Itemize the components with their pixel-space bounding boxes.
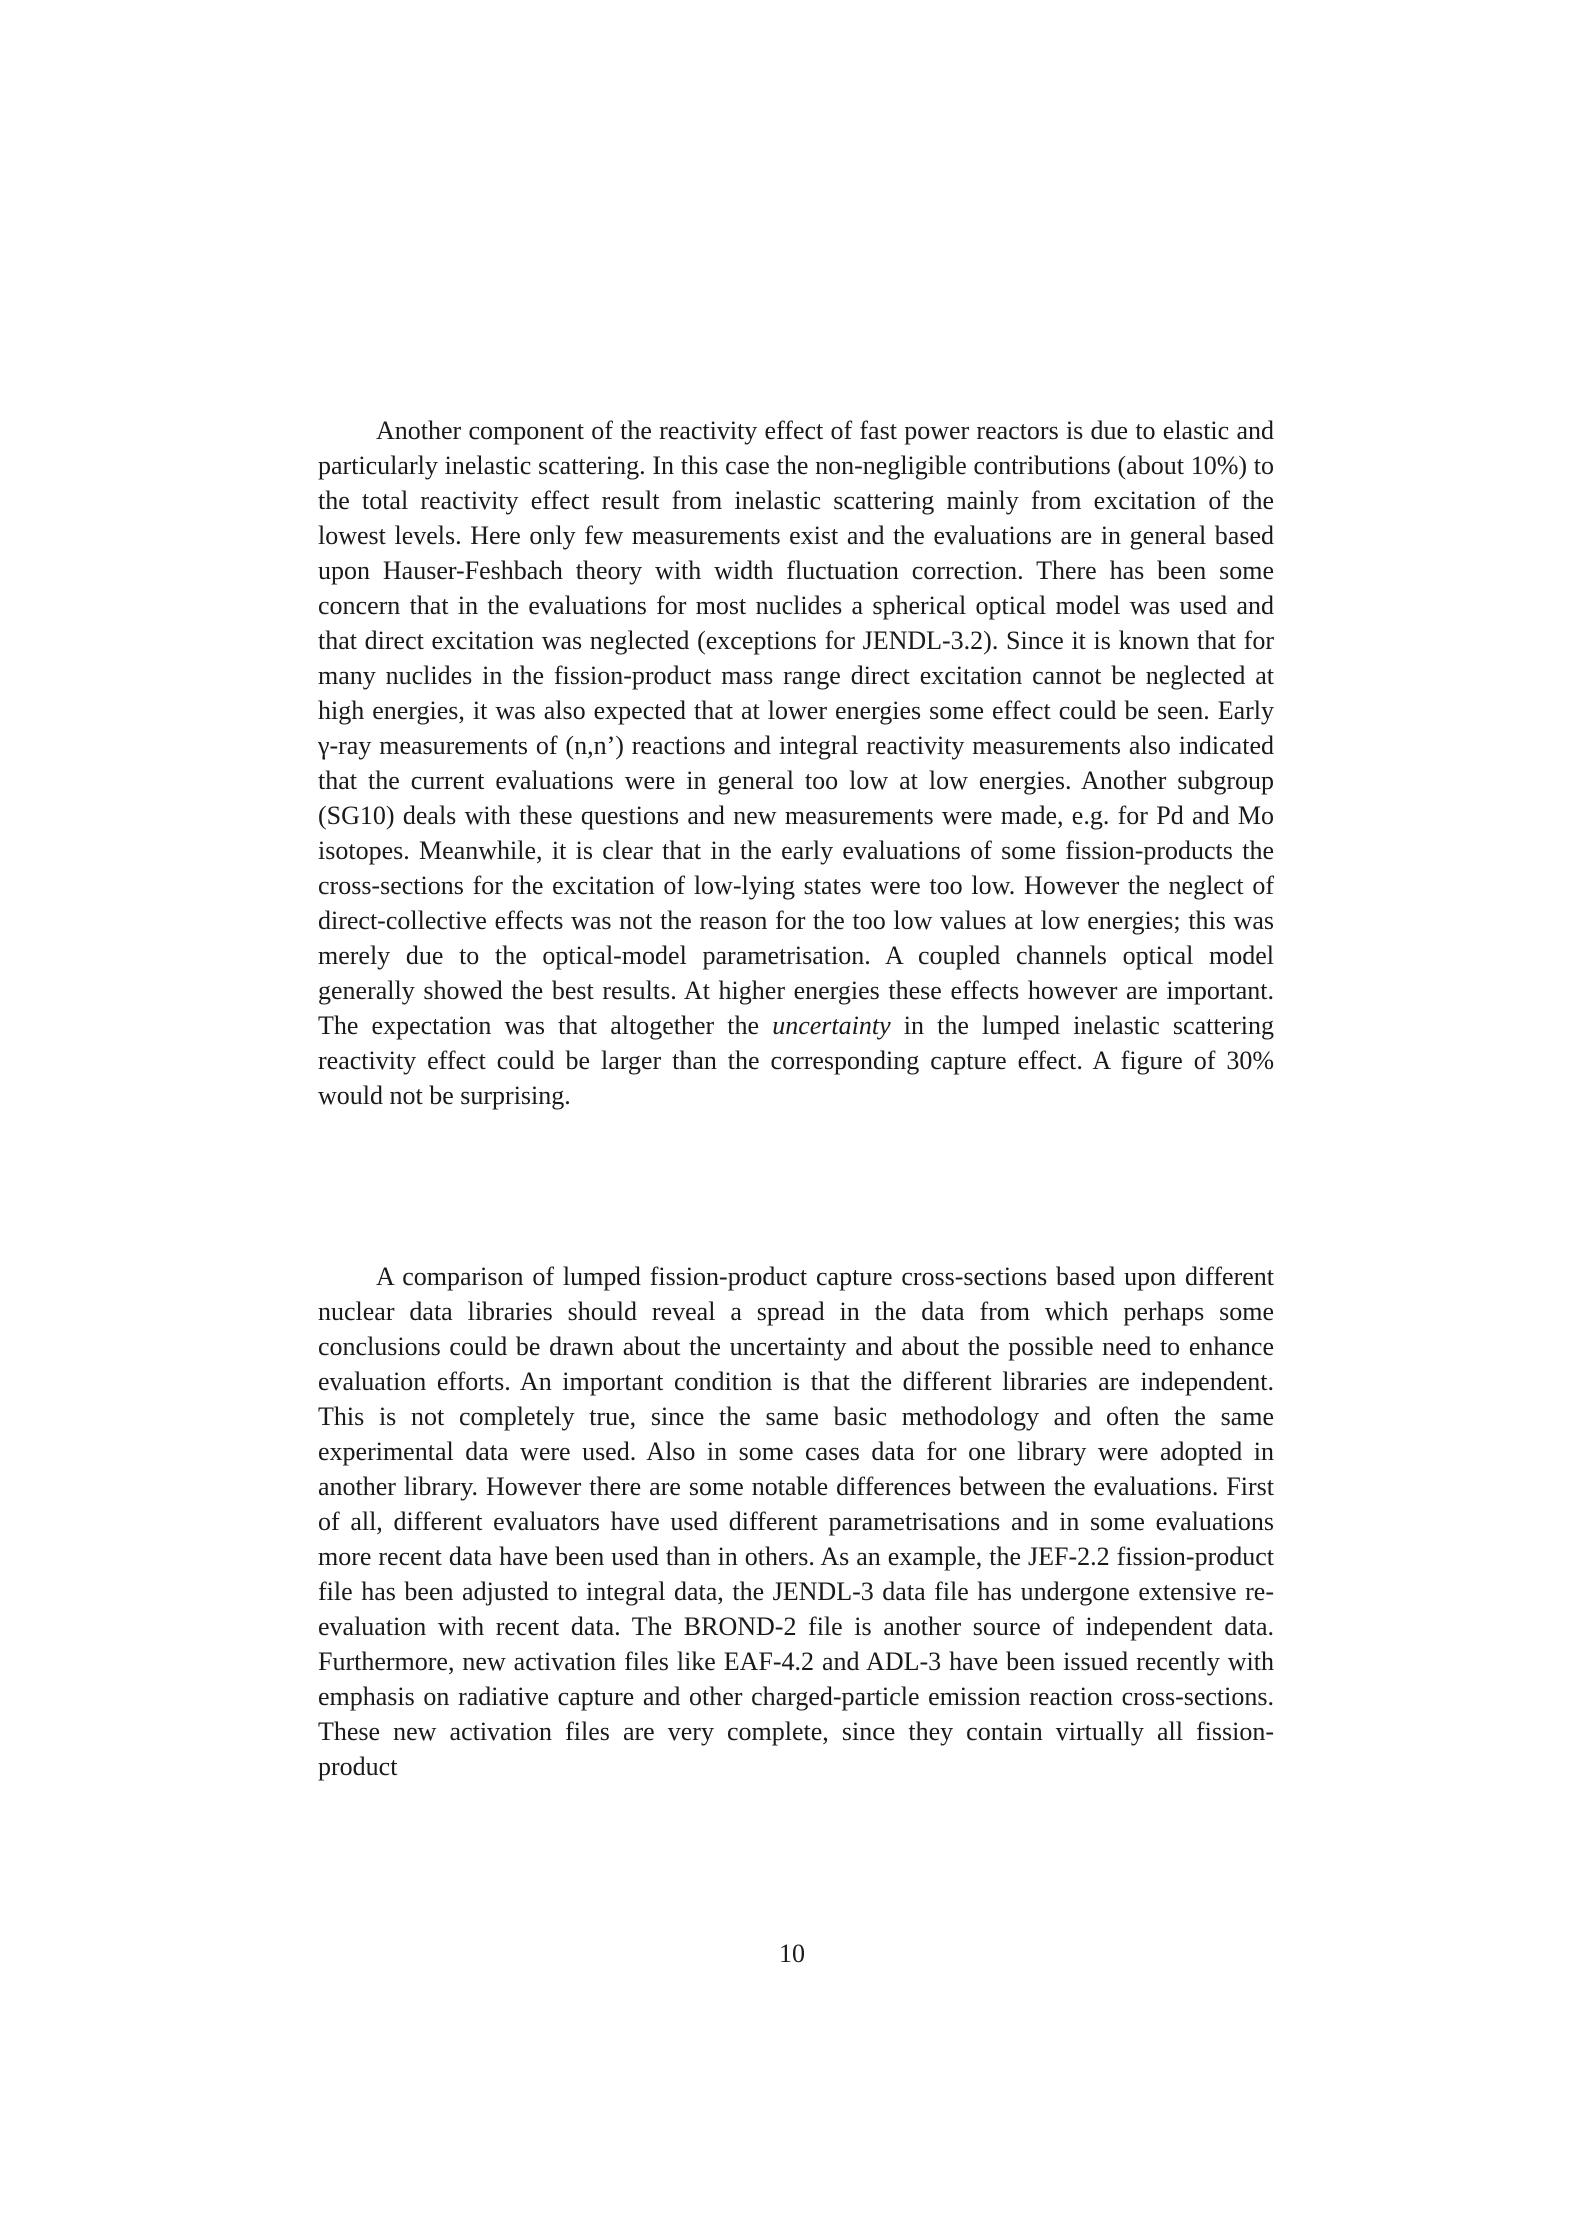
uncertainty-emphasis: uncertainty [772,1011,891,1040]
page-number: 10 [779,1939,805,1968]
paragraph-2 [318,1259,1274,1784]
paragraph-1-run-3: in the lumped inelastic scattering reactivity effect could be larger than the corresponding capture effect. A figure of 30% would not be surprising. [318,1011,1274,1110]
paragraph-1-run-1: Another component of the reactivity effect of fast power reactors is due to elastic and particularly inelastic scattering. In this case the non-negligible contributions (about 10%) to the total reactivity effect result from inelastic scattering mainly from excitation of the lowest levels. Here only few measurements exist and the evaluations are in general based upon Hauser-Feshbach theory with width fluctuation correction. There has been some concern that in the evaluations for most nuclides a spherical optical model was used and that direct excitation was neglected (exceptions for JENDL-3.2). Since it is known that for many nuclides in the fission-product mass range direct excitation cannot be neglected at high energies, it was also expected that at lower energies some effect could be seen. Early γ-ray measurements of (n,n’) reactions and integral reactivity measurements also indicated that the current evaluations were in general too low at low energies. Another subgroup (SG10) deals with these questions and new measurements were made, e.g. for Pd and Mo isotopes. Meanwhile, it is clear that in the early evaluations of some fission-products the cross-sections for the excitation of low-lying states were too low. However the neglect of direct-collective effects was not the reason for the too low values at low energies; this was merely due to the optical-model parametrisation. A coupled channels optical model generally showed the best results. At higher energies these effects however are important. The expectation was that altogether the [318,416,1274,1040]
paragraph-1 [318,413,1274,1113]
paragraph-2-run-1: A comparison of lumped fission-product capture cross-sections based upon different nuclear data libraries should reveal a spread in the data from which perhaps some conclusions could be drawn about the uncertainty and about the possible need to enhance evaluation efforts. An important condition is that the different libraries are independent. This is not completely true, since the same basic methodology and often the same experimental data were used. Also in some cases data for one library were adopted in another library. However there are some notable differences between the evaluations. First of all, different evaluators have used different parametrisations and in some evaluations more recent data have been used than in others. As an example, the JEF-2.2 fission-product file has been adjusted to integral data, the JENDL-3 data file has undergone extensive re-evaluation with recent data. The BROND-2 file is another source of independent data. Furthermore, new activation files like EAF-4.2 and ADL-3 have been issued recently with emphasis on radiative capture and other charged-particle emission reaction cross-sections. These new activation files are very complete, since they contain virtually all fission-product [318,1262,1274,1781]
